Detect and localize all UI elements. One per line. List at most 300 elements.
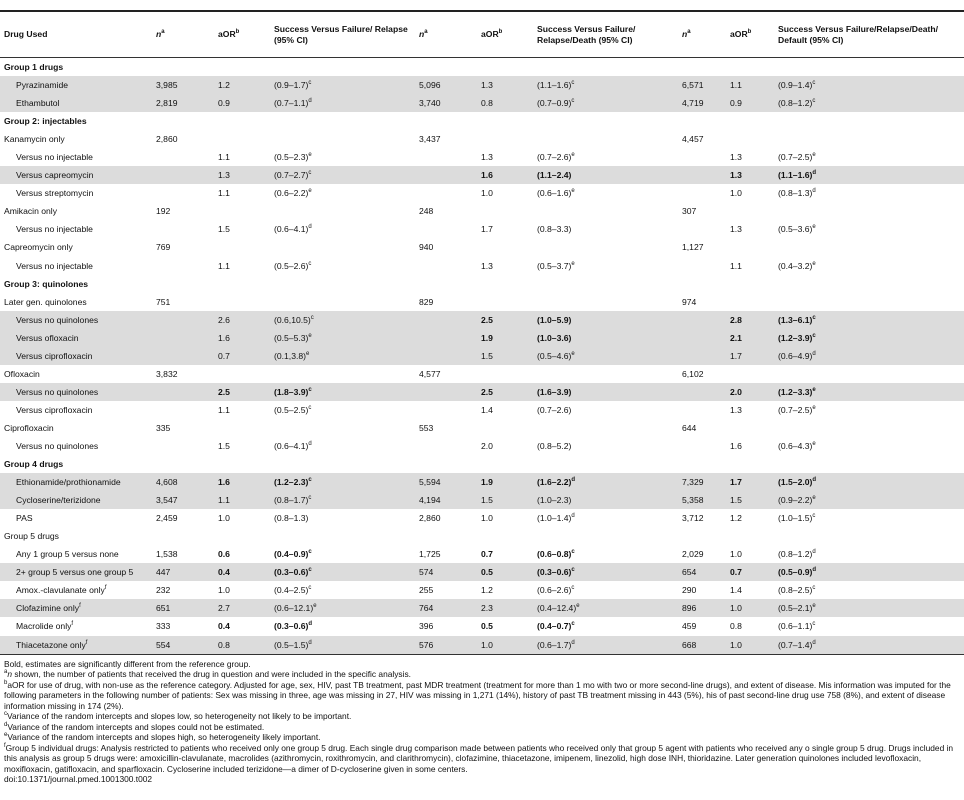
footnote-ref: c xyxy=(812,314,816,321)
n-cell xyxy=(152,401,214,419)
cell-value: 1.4 xyxy=(481,404,493,415)
footnote-ref: c xyxy=(308,567,312,574)
aor-cell xyxy=(726,527,774,545)
group-label xyxy=(0,58,152,77)
ci-cell xyxy=(270,563,415,581)
cell-value: 644 xyxy=(682,422,697,433)
table-header xyxy=(0,12,964,58)
drug-label xyxy=(0,184,152,202)
n-cell xyxy=(152,455,214,473)
cell-value: (1.2–2.3) xyxy=(274,477,309,488)
cell-value: 1,725 xyxy=(419,549,441,560)
footnote-ref: c xyxy=(308,170,312,177)
ci-cell xyxy=(533,311,678,329)
n-cell xyxy=(678,365,726,383)
ci-cell xyxy=(774,419,964,437)
aor-cell xyxy=(214,275,270,293)
n-cell xyxy=(152,419,214,437)
ci-cell xyxy=(270,581,415,599)
ci-cell xyxy=(533,220,678,238)
cell-value: 554 xyxy=(156,639,171,650)
cell-value: 654 xyxy=(682,567,697,578)
cell-value: 896 xyxy=(682,603,697,614)
cell-value: (0.6–1.1) xyxy=(778,621,813,632)
footnote-ref: c xyxy=(308,495,312,502)
ci-cell xyxy=(533,455,678,473)
ci-cell xyxy=(270,94,415,112)
cell-value: (0.6–2.2) xyxy=(274,188,309,199)
footnote-b-text: aOR for use of drug, with non-use as the reference category. Adjusted for age, sex, HIV, past TB treatment, past MDR treatment (treatment for more than 1 mo with two or more second-line drugs), and extent of disease. Mis information was imputed for the following parameters in the following number of patients: Sex was missing in three, age was missing in 27, HIV was missing in 1,271 (14%), history of past TB treatment missing in 443 (5%), his of past second-line drug use 758 (8%), and extent of disease information missing in 174 (2%). xyxy=(4,679,951,711)
ci-cell xyxy=(774,257,964,275)
ci-cell xyxy=(270,365,415,383)
header-aor-sup: b xyxy=(747,29,752,36)
drug-label-text: Ciprofloxacin xyxy=(4,422,54,433)
aor-cell xyxy=(214,509,270,527)
header-n-label: n xyxy=(156,29,162,39)
aor-cell xyxy=(477,491,533,509)
ci-cell xyxy=(270,527,415,545)
header-aor-label: aOR xyxy=(218,29,236,39)
n-cell xyxy=(678,347,726,365)
cell-value: 1,127 xyxy=(682,242,704,253)
drug-label-text: Versus no quinolones xyxy=(16,386,99,397)
cell-value: (0.4–3.2) xyxy=(778,260,813,271)
n-cell xyxy=(678,581,726,599)
aor-cell xyxy=(214,455,270,473)
aor-cell xyxy=(214,599,270,617)
header-n-3 xyxy=(678,12,726,58)
cell-value: 1.6 xyxy=(481,170,493,181)
table-row xyxy=(0,184,964,202)
cell-value: 1.3 xyxy=(481,152,493,163)
ci-cell xyxy=(533,636,678,655)
cell-value: (1.8–3.9) xyxy=(274,386,309,397)
footnote-ref: e xyxy=(812,441,816,448)
n-cell xyxy=(415,166,477,184)
footnote-ref: e xyxy=(571,188,575,195)
cell-value: (0.7–2.5) xyxy=(778,404,813,415)
cell-value: (0.6–1.6) xyxy=(537,188,572,199)
drug-label-text: Group 4 drugs xyxy=(4,459,64,470)
cell-value: (0.6–0.8) xyxy=(537,549,572,560)
cell-value: 1.3 xyxy=(730,224,742,235)
aor-cell xyxy=(477,311,533,329)
cell-value: 1.2 xyxy=(730,513,742,524)
cell-value: 333 xyxy=(156,621,171,632)
ci-cell xyxy=(533,509,678,527)
aor-cell xyxy=(477,329,533,347)
drug-label-text: Versus no injectable xyxy=(16,152,93,163)
cell-value: 2.3 xyxy=(481,603,493,614)
cell-value: 1.1 xyxy=(730,80,742,91)
cell-value: 1.3 xyxy=(730,404,742,415)
ci-cell xyxy=(270,383,415,401)
footnote-ref: c xyxy=(308,405,312,412)
ci-cell xyxy=(270,437,415,455)
n-cell xyxy=(415,527,477,545)
drug-label-text: 2+ group 5 versus one group 5 xyxy=(16,567,134,578)
drug-label-text: Thiacetazone only xyxy=(16,639,86,650)
ci-cell xyxy=(270,130,415,148)
cell-value: 668 xyxy=(682,639,697,650)
aor-cell xyxy=(214,94,270,112)
ci-cell xyxy=(533,383,678,401)
header-n-2 xyxy=(415,12,477,58)
cell-value: 1.9 xyxy=(481,332,493,343)
footnote-ref: c xyxy=(308,585,312,592)
aor-cell xyxy=(726,202,774,220)
drug-label xyxy=(0,617,152,635)
aor-cell xyxy=(477,293,533,311)
ci-cell xyxy=(774,347,964,365)
n-cell xyxy=(678,311,726,329)
aor-cell xyxy=(726,166,774,184)
footnote-f-text: Group 5 individual drugs: Analysis restricted to patients who received only one group 5 drug. Each single drug comparison made between patients who received only that group 5 agent with patients who received any o single group 5 drug. Drugs included in this analysis as group 5 drugs were: amoxicillin-clavulanate, macrolides (azithromycin, roxithromycin, and clarithromycin), clofazimine, thiacetazone, imipenem, linezolid, high dose INH, thioridazine. Later generation quinolones included levofloxacin, moxifloxacin, gatifloxacin, and sparfloxacin. Cycloserine included terizidone—a dimer of D-cycloserine given in some centers. xyxy=(4,742,954,774)
group-header-row xyxy=(0,112,964,130)
footnote-a xyxy=(4,669,960,680)
n-cell xyxy=(152,473,214,491)
ci-cell xyxy=(533,581,678,599)
aor-cell xyxy=(726,94,774,112)
n-cell xyxy=(415,130,477,148)
ci-cell xyxy=(270,401,415,419)
drug-label xyxy=(0,401,152,419)
aor-cell xyxy=(726,112,774,130)
header-n-label: n xyxy=(419,29,425,39)
n-cell xyxy=(415,563,477,581)
n-cell xyxy=(415,184,477,202)
header-outcome-2: Success Versus Failure/ Relapse/Death (95% CI) xyxy=(533,12,678,58)
cell-value: (0.6–12.1) xyxy=(274,603,314,614)
table-row xyxy=(0,599,964,617)
cell-value: 1.3 xyxy=(730,152,742,163)
cell-value: 2.7 xyxy=(218,603,230,614)
cell-value: 7,329 xyxy=(682,477,704,488)
footnote-ref: e xyxy=(812,495,816,502)
footnote-ref: d xyxy=(571,639,575,646)
n-cell xyxy=(152,365,214,383)
ci-cell xyxy=(270,329,415,347)
cell-value: (0.5–1.5) xyxy=(274,639,309,650)
cell-value: (1.0–1.5) xyxy=(778,513,813,524)
footnote-ref: f xyxy=(71,621,74,628)
cell-value: (0.7–2.5) xyxy=(778,152,813,163)
n-cell xyxy=(678,220,726,238)
drug-label xyxy=(0,545,152,563)
cell-value: 1.0 xyxy=(218,585,230,596)
cell-value: 1.7 xyxy=(730,350,742,361)
drug-label-text: Versus streptomycin xyxy=(16,188,94,199)
ci-cell xyxy=(270,617,415,635)
footnote-ref: d xyxy=(308,98,312,105)
header-aor-1 xyxy=(214,12,270,58)
aor-cell xyxy=(214,130,270,148)
footnote-d xyxy=(4,722,960,733)
ci-cell xyxy=(270,148,415,166)
n-cell xyxy=(415,383,477,401)
cell-value: (0.6–1.7) xyxy=(537,639,572,650)
cell-value: (1.6–3.9) xyxy=(537,386,572,397)
footnote-ref: c xyxy=(308,477,312,484)
cell-value: 0.4 xyxy=(218,567,230,578)
aor-cell xyxy=(214,419,270,437)
ci-cell xyxy=(270,455,415,473)
header-aor-3 xyxy=(726,12,774,58)
table-row xyxy=(0,148,964,166)
cell-value: 0.9 xyxy=(218,98,230,109)
footnote-d-text: Variance of the random intercepts and slopes could not be estimated. xyxy=(7,721,265,732)
aor-cell xyxy=(726,617,774,635)
aor-cell xyxy=(726,509,774,527)
cell-value: 576 xyxy=(419,639,434,650)
ci-cell xyxy=(533,527,678,545)
cell-value: 1.5 xyxy=(481,495,493,506)
footnote-ref: e xyxy=(812,387,816,393)
cell-value: (0.4–2.5) xyxy=(274,585,309,596)
ci-cell xyxy=(774,509,964,527)
group-label xyxy=(0,112,152,130)
aor-cell xyxy=(477,527,533,545)
n-cell xyxy=(415,112,477,130)
drug-label xyxy=(0,473,152,491)
cell-value: 1.3 xyxy=(481,80,493,91)
ci-cell xyxy=(774,202,964,220)
cell-value: 1.1 xyxy=(730,260,742,271)
footnote-ref: c xyxy=(812,585,816,592)
n-cell xyxy=(152,545,214,563)
cell-value: 574 xyxy=(419,567,434,578)
aor-cell xyxy=(726,329,774,347)
ci-cell xyxy=(533,184,678,202)
ci-cell xyxy=(533,257,678,275)
n-cell xyxy=(152,383,214,401)
footnote-ref: e xyxy=(571,260,575,267)
cell-value: 307 xyxy=(682,206,697,217)
cell-value: (0.6–4.1) xyxy=(274,441,309,451)
table-row xyxy=(0,329,964,347)
cell-value: 0.7 xyxy=(218,350,230,361)
drug-label xyxy=(0,76,152,94)
n-cell xyxy=(678,184,726,202)
cell-value: (0.8–5.2) xyxy=(537,441,572,451)
n-cell xyxy=(678,383,726,401)
cell-value: 751 xyxy=(156,296,171,307)
n-cell xyxy=(678,455,726,473)
ci-cell xyxy=(774,184,964,202)
aor-cell xyxy=(726,148,774,166)
cell-value: (0.5–3.6) xyxy=(778,224,813,235)
aor-cell xyxy=(214,112,270,130)
cell-value: 3,437 xyxy=(419,134,441,145)
cell-value: 0.6 xyxy=(218,549,230,560)
n-cell xyxy=(152,527,214,545)
aor-cell xyxy=(477,257,533,275)
footnote-a-text: shown, the number of patients that received the drug in question and were included in the specific analysis. xyxy=(12,669,411,680)
cell-value: 1.1 xyxy=(218,152,230,163)
drug-label xyxy=(0,329,152,347)
n-cell xyxy=(678,58,726,77)
aor-cell xyxy=(477,419,533,437)
header-aor-2 xyxy=(477,12,533,58)
aor-cell xyxy=(726,184,774,202)
footnote-ref: e xyxy=(812,260,816,267)
n-cell xyxy=(415,311,477,329)
table-row xyxy=(0,94,964,112)
cell-value: 290 xyxy=(682,585,697,596)
footnote-ref: c xyxy=(571,549,575,556)
n-cell xyxy=(152,347,214,365)
n-cell xyxy=(678,509,726,527)
cell-value: (0.6–4.3) xyxy=(778,441,813,451)
drug-label-text: Amox.-clavulanate only xyxy=(16,585,105,596)
aor-cell xyxy=(726,220,774,238)
cell-value: (1.1–1.6) xyxy=(537,80,572,91)
header-n-sup: a xyxy=(161,29,165,36)
footnote-ref: c xyxy=(571,585,575,592)
footnote-ref: c xyxy=(571,98,575,105)
n-cell xyxy=(152,130,214,148)
header-aor-sup: b xyxy=(235,29,240,36)
drug-label xyxy=(0,130,152,148)
cell-value: 1.6 xyxy=(218,332,230,343)
footnote-ref: c xyxy=(308,260,312,267)
aor-cell xyxy=(214,437,270,455)
footnote-c-mark: c xyxy=(4,711,7,718)
cell-value: 2,860 xyxy=(419,513,441,524)
footnote-ref: e xyxy=(306,350,310,357)
cell-value: (0.8–3.3) xyxy=(537,224,572,235)
table-row xyxy=(0,419,964,437)
n-cell xyxy=(152,636,214,655)
drug-label xyxy=(0,202,152,220)
table-row xyxy=(0,491,964,509)
drug-label-text: Versus capreomycin xyxy=(16,170,94,181)
n-cell xyxy=(152,76,214,94)
aor-cell xyxy=(726,130,774,148)
aor-cell xyxy=(477,202,533,220)
ci-cell xyxy=(533,617,678,635)
ci-cell xyxy=(270,238,415,256)
drug-label-text: Cycloserine/terizidone xyxy=(16,495,101,506)
drug-label-text: Amikacin only xyxy=(4,206,58,217)
cell-value: (0.5–3.7) xyxy=(537,260,572,271)
cell-value: (0.8–2.5) xyxy=(778,585,813,596)
ci-cell xyxy=(533,166,678,184)
drug-label-text: Versus ofloxacin xyxy=(16,332,79,343)
footnote-ref: e xyxy=(308,152,312,159)
footnote-e-mark: e xyxy=(4,732,8,739)
cell-value: 5,096 xyxy=(419,80,441,91)
aor-cell xyxy=(726,437,774,455)
ci-cell xyxy=(774,617,964,635)
ci-cell xyxy=(270,58,415,77)
n-cell xyxy=(415,581,477,599)
ci-cell xyxy=(774,365,964,383)
n-cell xyxy=(678,238,726,256)
aor-cell xyxy=(214,491,270,509)
drug-label xyxy=(0,563,152,581)
aor-cell xyxy=(214,473,270,491)
footnote-ref: d xyxy=(571,477,576,484)
ci-cell xyxy=(774,455,964,473)
aor-cell xyxy=(477,112,533,130)
cell-value: (1.5–2.0) xyxy=(778,477,813,488)
n-cell xyxy=(678,401,726,419)
cell-value: 940 xyxy=(419,242,434,253)
n-cell xyxy=(415,437,477,455)
aor-cell xyxy=(726,311,774,329)
drug-label-text: Pyrazinamide xyxy=(16,80,69,91)
n-cell xyxy=(152,509,214,527)
n-cell xyxy=(152,599,214,617)
header-outcome-3: Success Versus Failure/Relapse/Death/ Default (95% CI) xyxy=(774,12,964,58)
n-cell xyxy=(678,148,726,166)
n-cell xyxy=(152,491,214,509)
aor-cell xyxy=(477,617,533,635)
aor-cell xyxy=(477,599,533,617)
cell-value: 1.5 xyxy=(730,495,742,506)
n-cell xyxy=(678,599,726,617)
cell-value: (0.8–1.3) xyxy=(274,513,309,524)
cell-value: (0.9–1.7) xyxy=(274,80,309,91)
cell-value: 459 xyxy=(682,621,697,632)
n-cell xyxy=(415,148,477,166)
cell-value: (0.5–2.1) xyxy=(778,603,813,614)
aor-cell xyxy=(214,365,270,383)
footnote-ref: d xyxy=(812,549,816,556)
footnote-ref: d xyxy=(308,639,312,646)
cell-value: 0.8 xyxy=(481,98,493,109)
drug-label xyxy=(0,581,152,599)
footnote-ref: c xyxy=(308,80,312,87)
footnote-ref: e xyxy=(571,350,575,357)
footnote-bold: Bold, estimates are significantly different from the reference group. xyxy=(4,658,251,669)
cell-value: 1.3 xyxy=(481,260,493,271)
aor-cell xyxy=(726,257,774,275)
ci-cell xyxy=(533,599,678,617)
drug-label-text: Versus no injectable xyxy=(16,260,93,271)
cell-value: 1.1 xyxy=(218,404,230,415)
cell-value: 2.6 xyxy=(218,314,230,325)
cell-value: 2.0 xyxy=(730,386,742,397)
footnote-e-text: Variance of the random intercepts and slopes high, so heterogeneity likely important. xyxy=(7,732,321,743)
ci-cell xyxy=(533,329,678,347)
footnote-ref: d xyxy=(308,224,312,231)
ci-cell xyxy=(774,527,964,545)
cell-value: 2.5 xyxy=(481,314,493,325)
n-cell xyxy=(415,257,477,275)
drug-label-text: Versus no injectable xyxy=(16,224,93,235)
cell-value: 1.6 xyxy=(218,477,230,488)
cell-value: 0.5 xyxy=(481,621,493,632)
aor-cell xyxy=(726,473,774,491)
aor-cell xyxy=(214,581,270,599)
cell-value: (0.5–5.3) xyxy=(274,332,309,343)
footnote-ref: f xyxy=(79,603,81,610)
ci-cell xyxy=(533,76,678,94)
aor-cell xyxy=(214,383,270,401)
n-cell xyxy=(152,202,214,220)
n-cell xyxy=(415,347,477,365)
cell-value: 2,819 xyxy=(156,98,178,109)
n-cell xyxy=(415,58,477,77)
n-cell xyxy=(415,238,477,256)
ci-cell xyxy=(270,275,415,293)
n-cell xyxy=(415,401,477,419)
footnote-ref: c xyxy=(812,621,816,628)
ci-cell xyxy=(774,437,964,455)
footnote-ref: e xyxy=(812,603,816,610)
